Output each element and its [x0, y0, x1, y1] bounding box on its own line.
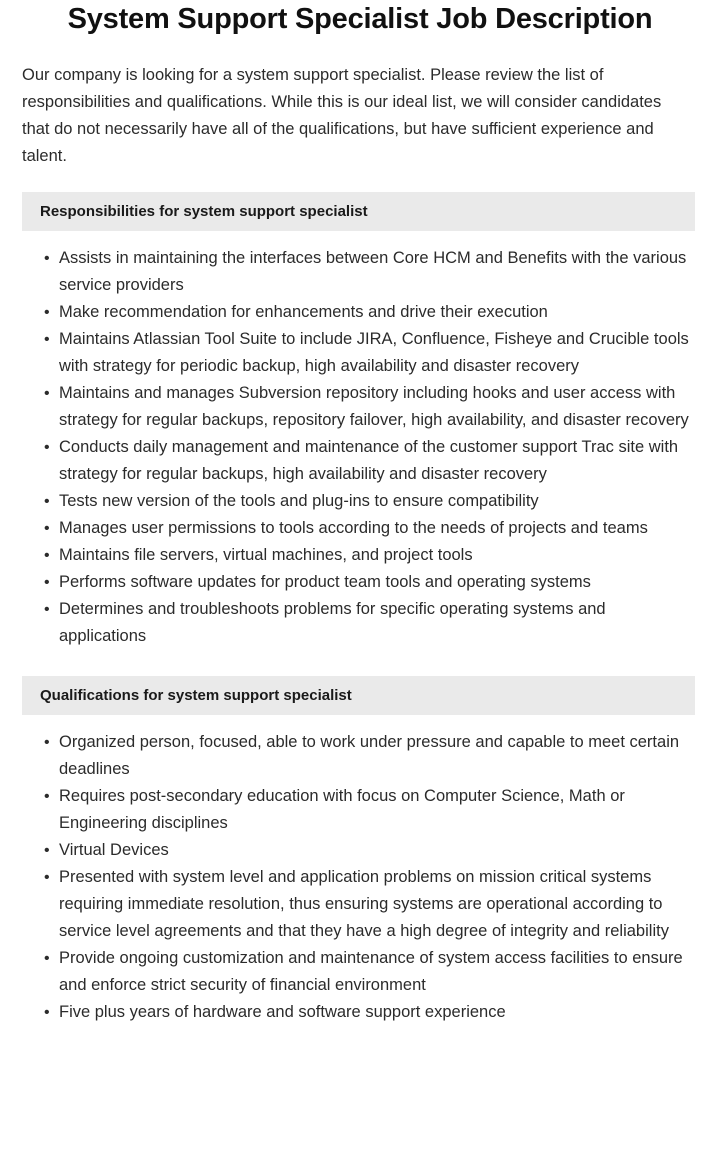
bullet-icon: •: [44, 385, 50, 402]
bullet-icon: •: [44, 734, 50, 751]
list-item: [0, 326, 695, 380]
list-item: [0, 945, 695, 999]
list-item: [0, 729, 695, 783]
section-qualifications: [0, 676, 720, 1026]
bullet-icon: •: [44, 439, 50, 456]
section-heading-responsibilities: Responsibilities for system support specialist: [22, 192, 695, 231]
list-item-text: Five plus years of hardware and software support experience: [59, 1003, 506, 1021]
list-item: [0, 380, 695, 434]
list-item-text: Maintains file servers, virtual machines, and project tools: [59, 546, 473, 564]
list-item-text: Organized person, focused, able to work under pressure and capable to meet certain deadlines: [59, 733, 680, 778]
section-responsibilities: [0, 192, 720, 650]
bullet-icon: •: [44, 250, 50, 267]
list-item-text: Requires post-secondary education with focus on Computer Science, Math or Engineering disciplines: [59, 787, 625, 832]
list-item-text: Determines and troubleshoots problems for specific operating systems and applications: [59, 600, 606, 645]
bullet-icon: •: [44, 869, 50, 886]
list-item-text: Make recommendation for enhancements and drive their execution: [59, 303, 548, 321]
list-item-text: Manages user permissions to tools according to the needs of projects and teams: [59, 519, 648, 537]
list-item: [0, 245, 695, 299]
bullet-icon: •: [44, 520, 50, 537]
list-item-text: Assists in maintaining the interfaces between Core HCM and Benefits with the various service providers: [59, 249, 687, 294]
section-heading-qualifications: Qualifications for system support specialist: [22, 676, 695, 715]
list-item-text: Provide ongoing customization and maintenance of system access facilities to ensure and enforce strict security of financial environment: [59, 949, 683, 994]
list-item: [0, 299, 695, 326]
page-title: System Support Specialist Job Description: [67, 3, 653, 35]
list-item-text: Maintains and manages Subversion repository including hooks and user access with strategy for regular backups, repository failover, high availability, and disaster recovery: [59, 384, 689, 429]
list-item-text: Virtual Devices: [59, 841, 169, 859]
bullet-icon: •: [44, 547, 50, 564]
list-item-text: Performs software updates for product team tools and operating systems: [59, 573, 591, 591]
list-item-text: Conducts daily management and maintenance of the customer support Trac site with strategy for regular backups, high availability and disaster recovery: [59, 438, 679, 483]
list-item: [0, 864, 695, 945]
list-item: [0, 999, 695, 1026]
bullet-icon: •: [44, 950, 50, 967]
list-item: [0, 488, 695, 515]
list-item-text: Maintains Atlassian Tool Suite to include JIRA, Confluence, Fisheye and Crucible tools with strategy for periodic backup, high availability and disaster recovery: [59, 330, 689, 375]
list-item: [0, 542, 695, 569]
list-item-text: Presented with system level and application problems on mission critical systems requiring immediate resolution, thus ensuring systems are operational according to service level agreements and that they have a high degree of integrity and reliability: [59, 868, 669, 940]
intro-paragraph: Our company is looking for a system support specialist. Please review the list of responsibilities and qualifications. While this is our ideal list, we will consider candidates that do not necessarily have all of the qualifications, but have sufficient experience and talent.: [22, 66, 662, 165]
bullet-icon: •: [44, 304, 50, 321]
list-item-text: Tests new version of the tools and plug-ins to ensure compatibility: [59, 492, 539, 510]
bullet-icon: •: [44, 574, 50, 591]
list-item: [0, 837, 695, 864]
list-item: [0, 515, 695, 542]
bullet-icon: •: [44, 331, 50, 348]
bullet-icon: •: [44, 601, 50, 618]
responsibilities-list: [0, 245, 720, 650]
list-item: [0, 596, 695, 650]
list-item: [0, 569, 695, 596]
bullet-icon: •: [44, 842, 50, 859]
list-item: [0, 783, 695, 837]
list-item: [0, 434, 695, 488]
bullet-icon: •: [44, 493, 50, 510]
qualifications-list: [0, 729, 720, 1026]
bullet-icon: •: [44, 1004, 50, 1021]
bullet-icon: •: [44, 788, 50, 805]
